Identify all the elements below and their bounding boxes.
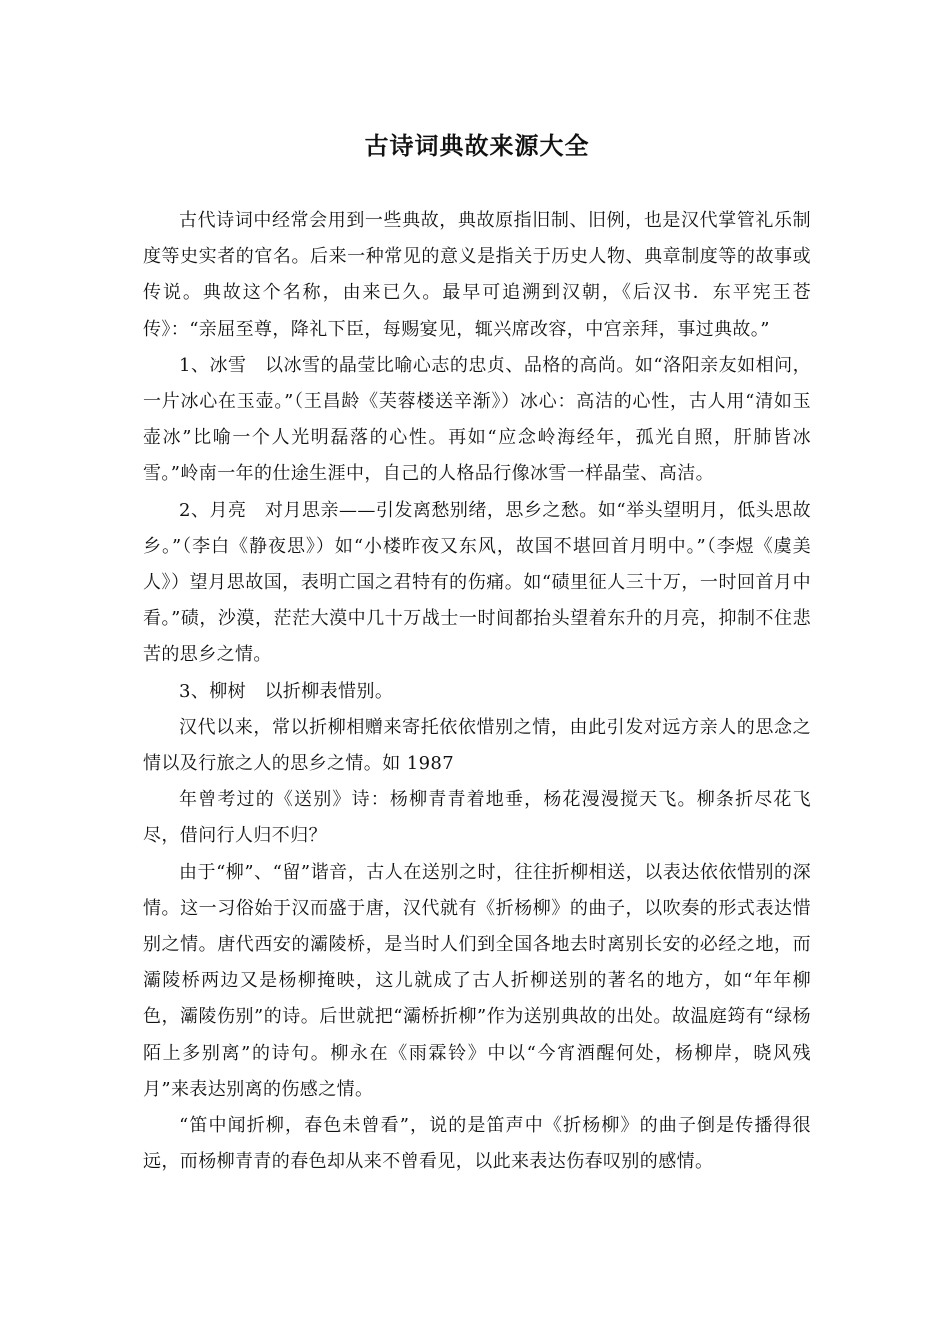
- paragraph-willow-heading: 3、柳树 以折柳表惜别。: [179, 680, 394, 702]
- paragraph-flute: “笛中闻折柳，春色未曾看”，说的是笛声中《折杨柳》的曲子倒是传播得很远，而杨柳青青的春色却从来不曾看见，以此来表达伤春叹别的感情。: [143, 1115, 811, 1173]
- paragraph-willow-origin: 汉代以来，常以折柳相赠来寄托依依惜别之情，由此引发对远方亲人的思念之情以及行旅之人的思乡之情。如 1987: [143, 716, 811, 775]
- paragraph-willow-poem: 年曾考过的《送别》诗：杨柳青青着地垂，杨花漫漫搅天飞。柳条折尽花飞尽，借问行人归不归？: [143, 789, 811, 847]
- document-body: [143, 203, 811, 1180]
- paragraph-ice-snow: 1、冰雪 以冰雪的晶莹比喻心志的忠贞、品格的高尚。如“洛阳亲友如相问，一片冰心在玉壶。”（王昌龄《芙蓉楼送辛渐》）冰心：高洁的心性，古人用“清如玉壶冰”比喻一个人光明磊落的心性。再如“应念岭海经年，孤光自照，肝肺皆冰雪。”岭南一年的仕途生涯中，自己的人格品行像冰雪一样晶莹、高洁。: [143, 354, 811, 485]
- paragraph-willow-custom: 由于“柳”、“留”谐音，古人在送别之时，往往折柳相送，以表达依依惜别的深情。这一习俗始于汉而盛于唐，汉代就有《折杨柳》的曲子，以吹奏的形式表达惜别之情。唐代西安的灞陵桥，是当时人们到全国各地去时离别长安的必经之地，而灞陵桥两边又是杨柳掩映，这儿就成了古人折柳送别的著名的地方，如“年年柳色，灞陵伤别”的诗。后世就把“灞桥折柳”作为送别典故的出处。故温庭筠有“绿杨陌上多别离”的诗句。柳永在《雨霖铃》中以“今宵酒醒何处，杨柳岸，晓风残月”来表达别离的伤感之情。: [143, 861, 811, 1100]
- document-title: 古诗词典故来源大全: [364, 131, 590, 160]
- paragraph-moon: 2、月亮 对月思亲——引发离愁别绪，思乡之愁。如“举头望明月，低头思故乡。”（李白《静夜思》）如“小楼昨夜又东风，故国不堪回首月明中。”（李煜《虞美人》）望月思故国，表明亡国之君特有的伤痛。如“碛里征人三十万，一时回首月中看。”碛，沙漠，茫茫大漠中几十万战士一时间都抬头望着东升的月亮，抑制不住悲苦的思乡之情。: [143, 499, 811, 666]
- paragraph-intro: 古代诗词中经常会用到一些典故，典故原指旧制、旧例，也是汉代掌管礼乐制度等史实者的官名。后来一种常见的意义是指关于历史人物、典章制度等的故事或传说。典故这个名称，由来已久。最早可追溯到汉朝，《后汉书．东平宪王苍传》：“亲屈至尊，降礼下臣，每赐宴见，辄兴席改容，中宫亲拜，事过典故。”: [143, 210, 811, 340]
